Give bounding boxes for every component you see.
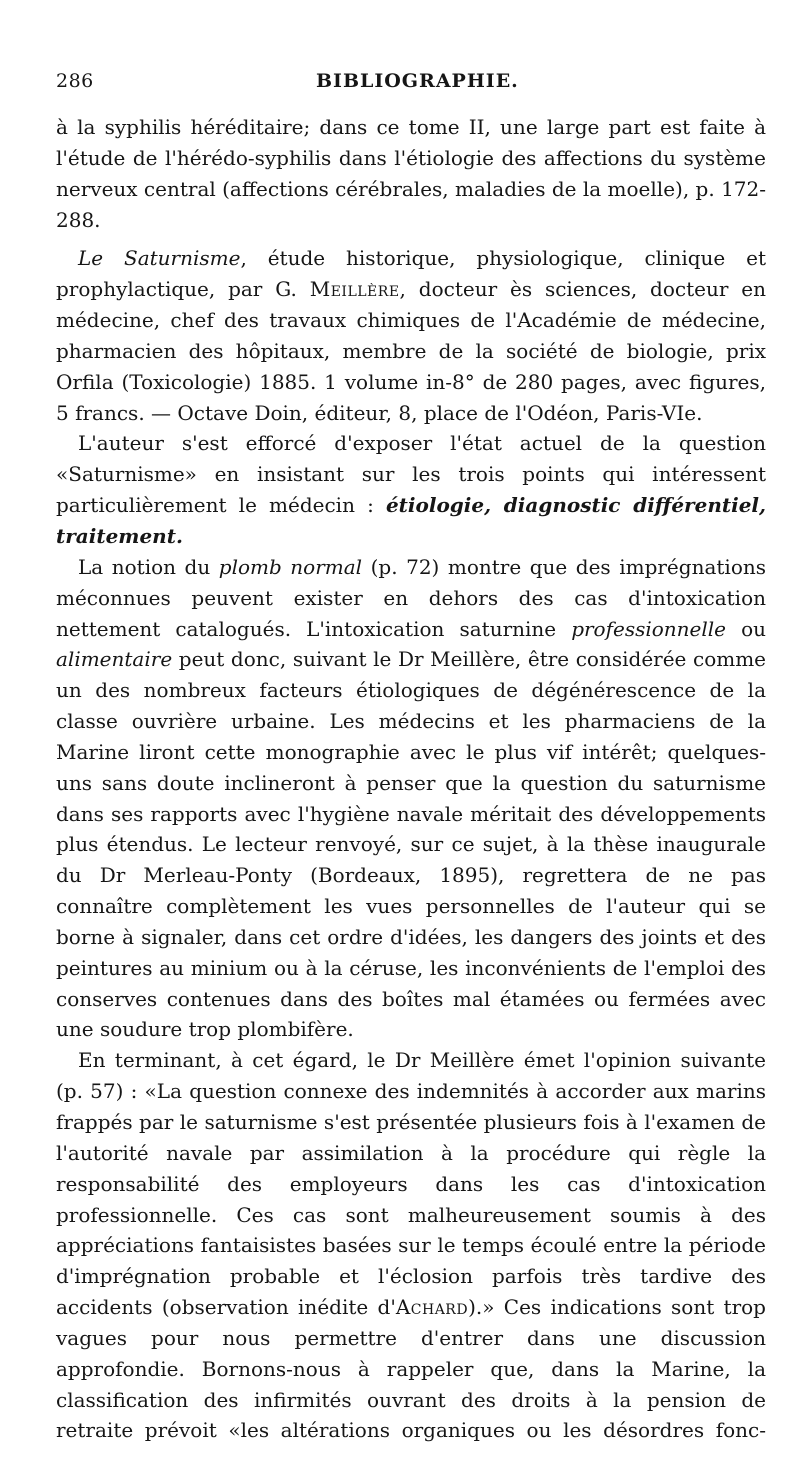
emphasis-text: plomb normal: [218, 554, 363, 579]
review-paragraph: [56, 552, 766, 1046]
emphasis-text: alimentaire: [56, 647, 173, 672]
author-name: Meillère: [309, 277, 400, 302]
paragraph-text: (p. 72) montre que des imprégnations méconnues peuvent exister en dehors des cas d'intoxication nettement catalogués. L'intoxication saturnine: [56, 554, 766, 641]
paragraph-text: ou: [726, 616, 767, 641]
book-title: Le Saturnisme: [78, 246, 241, 271]
paragraph-text: En terminant, à cet égard, le Dr Meillère émet l'opinion suivante (p. 57) : «La question connexe des indemnités à accorder aux marins frappés par le saturnisme s'est présentée plusieurs fois à l'examen de l'autorité navale par assimilation à la procédure qui règle la responsabilité des employeurs dans les cas d'intoxication professionnelle. Ces cas sont malheureusement soumis à des appréciations fantaisistes basées sur le temps écoulé entre la période d'imprégnation probable et l'éclosion parfois très tardive des accidents (observation inédite d': [56, 1048, 766, 1320]
review-paragraph: [56, 1045, 766, 1477]
bibliographic-entry: [56, 243, 766, 428]
review-paragraph: [56, 428, 766, 551]
author-name: Achard: [395, 1295, 469, 1320]
entry-text: , étude historique, physiologique, clinique et prophylactique, par G.: [56, 246, 767, 302]
page-header: [56, 60, 766, 100]
page-number: 286: [56, 70, 94, 92]
running-title: BIBLIOGRAPHIE.: [316, 70, 519, 92]
body-text: [56, 112, 766, 1477]
paragraph-continuation: [56, 112, 766, 235]
paragraph-text: ).» Ces indications sont trop vagues pour nous permettre d'entrer dans une discussion approfondie. Bornons-nous à rappeler que, dans la Marine, la classification des infirmités ouvrant des droits à la pension de retraite prévoit «les altérations organiques ou les désordres fonc-: [56, 1295, 766, 1443]
paragraph-text: L'auteur s'est efforcé d'exposer l'état actuel de la question «Saturnisme» en insistant sur les trois points qui intéressent particulièrement le médecin :: [56, 431, 766, 518]
emphasis-text: étiologie, diagnostic différentiel, traitement.: [56, 493, 766, 548]
document-page: [56, 60, 766, 1477]
entry-details: , docteur ès sciences, docteur en médecine, chef des travaux chimiques de l'Académie de médecine, pharmacien des hôpitaux, membre de la société de biologie, prix Orfila (Toxicologie) 1885. 1 volume in-8° de 280 pages, avec figures, 5 francs. — Octave Doin, éditeur, 8, place de l'Odéon, Paris-VIe.: [56, 277, 767, 425]
paragraph-text: peut donc, suivant le Dr Meillère, être considérée comme un des nombreux facteurs étiologiques de dégénérescence de la classe ouvrière urbaine. Les médecins et les pharmaciens de la Marine liront cette monographie avec le plus vif intérêt; quelques-uns sans doute inclineront à penser que la question du saturnisme dans ses rapports avec l'hygiène navale méritait des développements plus étendus. Le lecteur renvoyé, sur ce sujet, à la thèse inaugurale du Dr Merleau-Ponty (Bordeaux, 1895), regrettera de ne pas connaître complètement les vues personnelles de l'auteur qui se borne à signaler, dans cet ordre d'idées, les dangers des joints et des peintures au minium ou à la céruse, les inconvénients de l'emploi des conserves contenues dans des boîtes mal étamées ou fermées avec une soudure trop plombifère.: [56, 647, 766, 1042]
paragraph-text: La notion du: [78, 554, 219, 579]
paragraph-text: à la syphilis héréditaire; dans ce tome II, une large part est faite à l'étude de l'hérédo-syphilis dans l'étiologie des affections du système nerveux central (affections cérébrales, maladies de la moelle), p. 172-288.: [56, 115, 766, 232]
emphasis-text: professionnelle: [571, 616, 727, 641]
